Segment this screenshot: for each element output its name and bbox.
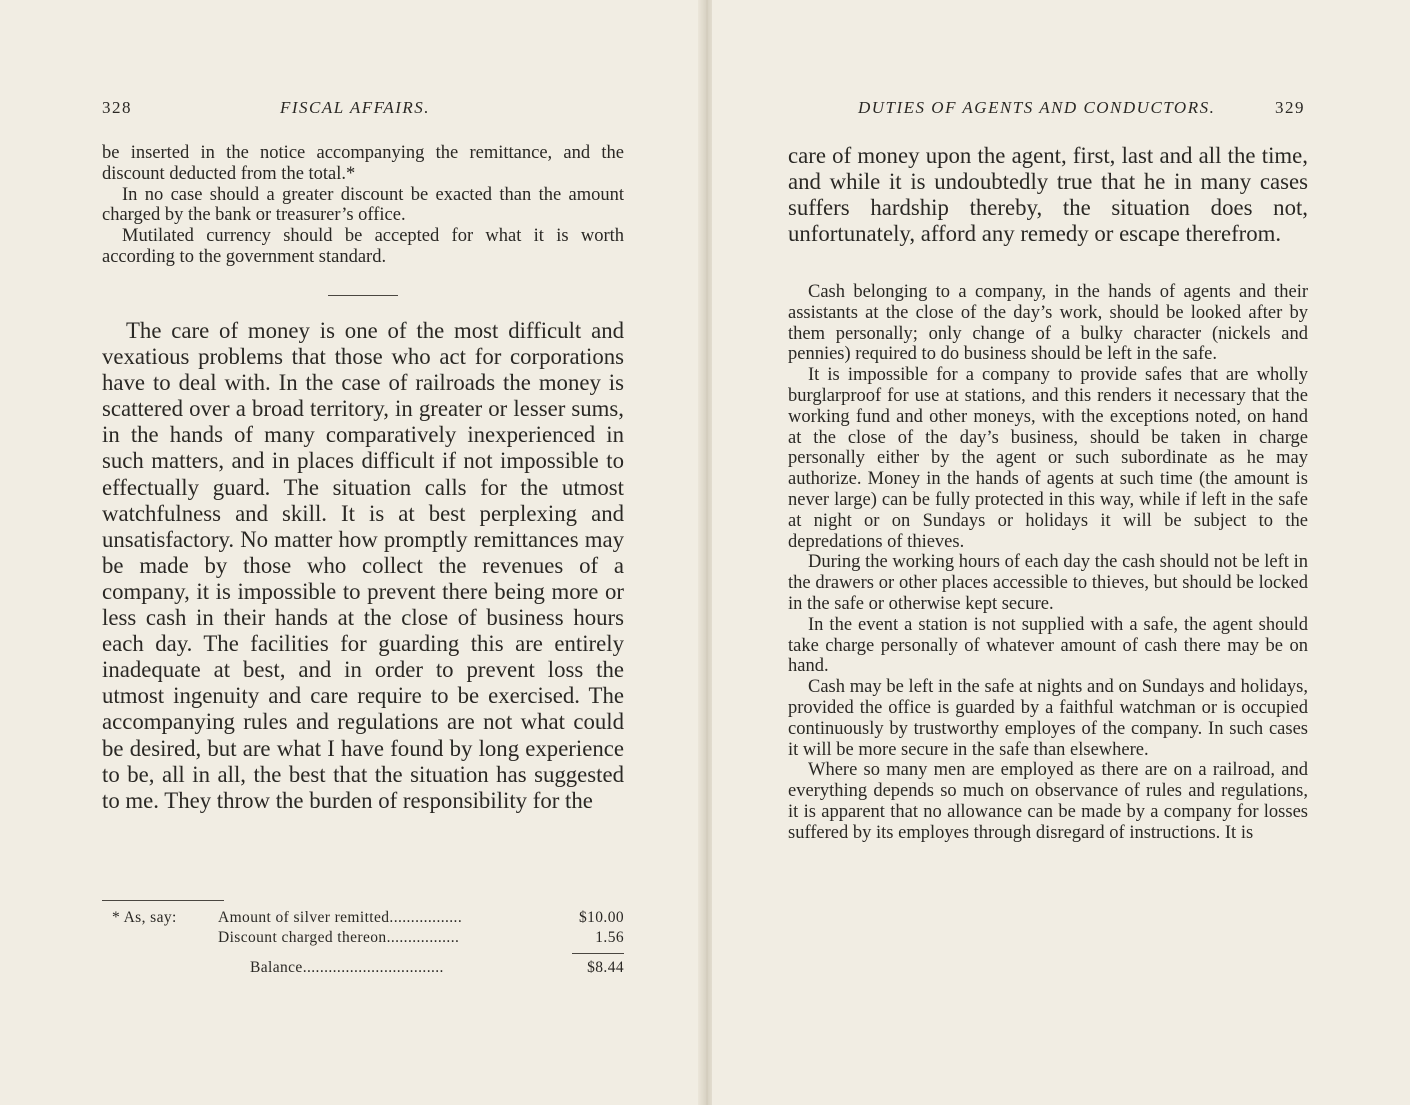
page-number-right: 329 <box>1275 98 1305 117</box>
paragraph: The care of money is one of the most difficult and vexatious problems that those who act for corporations have to deal with. In the case of railroads the money is scattered over a broad territory, in greater or lesser sums, in the hands of many comparatively inexperienced in such matters, and in places difficult if not impossible to effectually guard. The situation calls for the utmost watchfulness and skill. It is at best perplexing and unsatisfactory. No matter how promptly remittances may be made by those who collect the revenues of a company, it is impossible to prevent there being more or less cash in their hands at the close of business hours each day. The facilities for guarding this are entirely inadequate at best, and in order to prevent loss the utmost ingenuity and care require to be exercised. The accompanying rules and regulations are not what could be desired, but are what I have found by long experience to be, all in all, the best that the situation has suggested to me. They throw the burden of responsibility for the <box>102 318 624 813</box>
left-main-text <box>102 318 624 814</box>
footnote-rule <box>102 900 224 901</box>
right-page <box>712 0 1410 1105</box>
right-body-text <box>788 282 1308 844</box>
footnote-amount: $10.00 <box>578 909 624 926</box>
footnote <box>112 908 624 978</box>
paragraph: Mutilated currency should be accepted for what it is worth according to the government standard. <box>102 226 624 267</box>
left-page <box>0 0 702 1105</box>
running-head-title-right: DUTIES OF AGENTS AND CONDUCTORS. <box>858 98 1216 117</box>
section-divider <box>328 295 398 296</box>
running-head-title-left: FISCAL AFFAIRS. <box>280 98 430 117</box>
footnote-lead: * As, say: <box>112 909 177 926</box>
paragraph: Cash belonging to a company, in the hands of agents and their assistants at the close of the day’s work, should be looked after by them personally; only change of a bulky character (nickels and pennies) required to do business should be left in the safe. <box>788 282 1308 365</box>
paragraph: care of money upon the agent, first, last and all the time, and while it is undoubtedly true that he in many cases suffers hardship thereby, the situation does not, unfortunately, afford any remedy or escape therefrom. <box>788 143 1308 247</box>
paragraph: In no case should a greater discount be exacted than the amount charged by the bank or treasurer’s office. <box>102 184 624 226</box>
left-top-text <box>102 143 624 268</box>
paragraph: Where so many men are employed as there are on a railroad, and everything depends so much on observance of rules and regulations, it is apparent that no allowance can be made by a company for losses suffered by its employes through disregard of instructions. It is <box>788 760 1308 843</box>
paragraph: be inserted in the notice accompanying the remittance, and the discount deducted from the total.* <box>102 143 624 184</box>
page-number-left: 328 <box>102 98 132 117</box>
footnote-row <box>112 928 624 948</box>
footnote-balance-row <box>112 958 624 978</box>
paragraph: Cash may be left in the safe at nights and on Sundays and holidays, provided the office is guarded by a faithful watchman or is occupied continuously by trustworthy employes of the company. In such cases it will be more secure in the safe than elsewhere. <box>788 677 1308 760</box>
paragraph: In the event a station is not supplied with a safe, the agent should take charge personally of whatever amount of cash there may be on hand. <box>788 614 1308 677</box>
footnote-row <box>112 908 624 928</box>
footnote-label: Amount of silver remitted................. <box>218 909 463 926</box>
footnote-balance-amount: $8.44 <box>587 959 624 976</box>
footnote-label: Discount charged thereon................. <box>218 929 460 946</box>
footnote-balance-label: Balance................................. <box>250 959 444 976</box>
paragraph: It is impossible for a company to provide safes that are wholly burglarproof for use at stations, and this renders it necessary that the working fund and other moneys, with the exceptions noted, on hand at the close of the day’s business, should be taken in charge personally either by the agent or such subordinate as he may authorize. Money in the hands of agents at such time (the amount is never large) can be fully protected in this way, while if left in the safe at night or on Sundays or holidays it will be subject to the depredations of thieves. <box>788 365 1308 552</box>
right-lead-text <box>788 143 1308 247</box>
footnote-amount: 1.56 <box>595 929 624 946</box>
paragraph: During the working hours of each day the cash should not be left in the drawers or other places accessible to thieves, but should be locked in the safe or otherwise kept secure. <box>788 552 1308 614</box>
footnote-sum-rule <box>572 953 624 954</box>
